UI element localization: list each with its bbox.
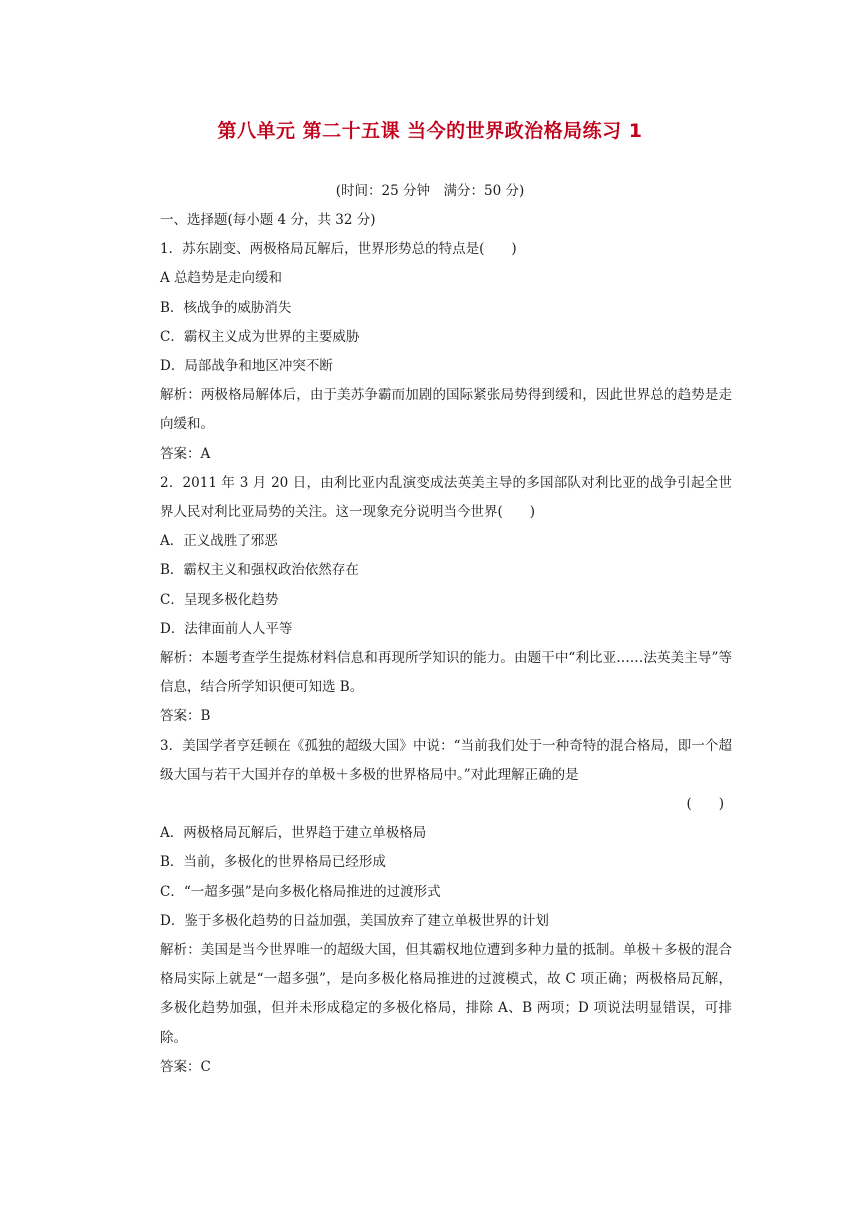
question-2-option-d: D．法律面前人人平等 <box>160 620 293 637</box>
question-3-option-d: D．鉴于多极化趋势的日益加强，美国放弃了建立单极世界的计划 <box>160 912 549 929</box>
question-3-analysis: 解析：美国是当今世界唯一的超级大国，但其霸权地位遭到多种力量的抵制。单极＋多极的混合格局实际上就是“一超多强”，是向多极化格局推进的过渡模式，故 C 项正确；两极格局瓦解，多极化趋势加强，但并未形成稳定的多极化格局，排除 A、B 两项；D 项说法明显错误，可排除。 <box>160 942 732 1046</box>
question-3-option-b: B．当前，多极化的世界格局已经形成 <box>160 854 386 871</box>
question-1-stem: 1．苏东剧变、两极格局瓦解后，世界形势总的特点是( ) <box>160 241 517 258</box>
question-2-option-a: A．正义战胜了邪恶 <box>160 533 278 550</box>
question-1-option-b: B．核战争的威胁消失 <box>160 299 292 316</box>
question-2-answer: 答案：B <box>160 708 211 725</box>
question-2-option-b: B．霸权主义和强权政治依然存在 <box>160 562 359 579</box>
question-3-option-c: C．“一超多强”是向多极化格局推进的过渡形式 <box>160 883 441 900</box>
question-3-option-a: A．两极格局瓦解后，世界趋于建立单极格局 <box>160 825 427 842</box>
question-2-analysis: 解析：本题考查学生提炼材料信息和再现所学知识的能力。由题干中“利比亚……法英美主导”等信息，结合所学知识便可知选 B。 <box>160 650 732 696</box>
question-2-option-c: C．呈现多极化趋势 <box>160 591 279 608</box>
question-1-answer: 答案：A <box>160 445 211 462</box>
question-1-option-c: C．霸权主义成为世界的主要威胁 <box>160 328 360 345</box>
question-1-option-a: A 总趋势是走向缓和 <box>160 270 283 287</box>
question-2-stem: 2．2011 年 3 月 20 日，由利比亚内乱演变成法英美主导的多国部队对利比亚的战争引起全世界人民对利比亚局势的关注。这一现象充分说明当今世界( ) <box>160 474 732 521</box>
question-3-answer-blank: ( ) <box>686 796 724 813</box>
section-heading: 一、选择题(每小题 4 分，共 32 分) <box>160 212 376 228</box>
time-and-score-note: (时间：25 分钟 满分：50 分) <box>335 183 525 199</box>
document-body <box>160 206 732 1082</box>
question-1-analysis: 解析：两极格局解体后，由于美苏争霸而加剧的国际紧张局势得到缓和，因此世界总的趋势是走向缓和。 <box>160 387 732 433</box>
document-title: 第八单元 第二十五课 当今的世界政治格局练习 1 <box>217 120 643 142</box>
question-1-option-d: D．局部战争和地区冲突不断 <box>160 358 333 375</box>
question-3-stem: 3．美国学者亨廷顿在《孤独的超级大国》中说：“当前我们处于一种奇特的混合格局，即一个超级大国与若干大国并存的单极＋多极的世界格局中。”对此理解正确的是 <box>160 737 732 783</box>
question-3-answer: 答案：C <box>160 1058 211 1075</box>
